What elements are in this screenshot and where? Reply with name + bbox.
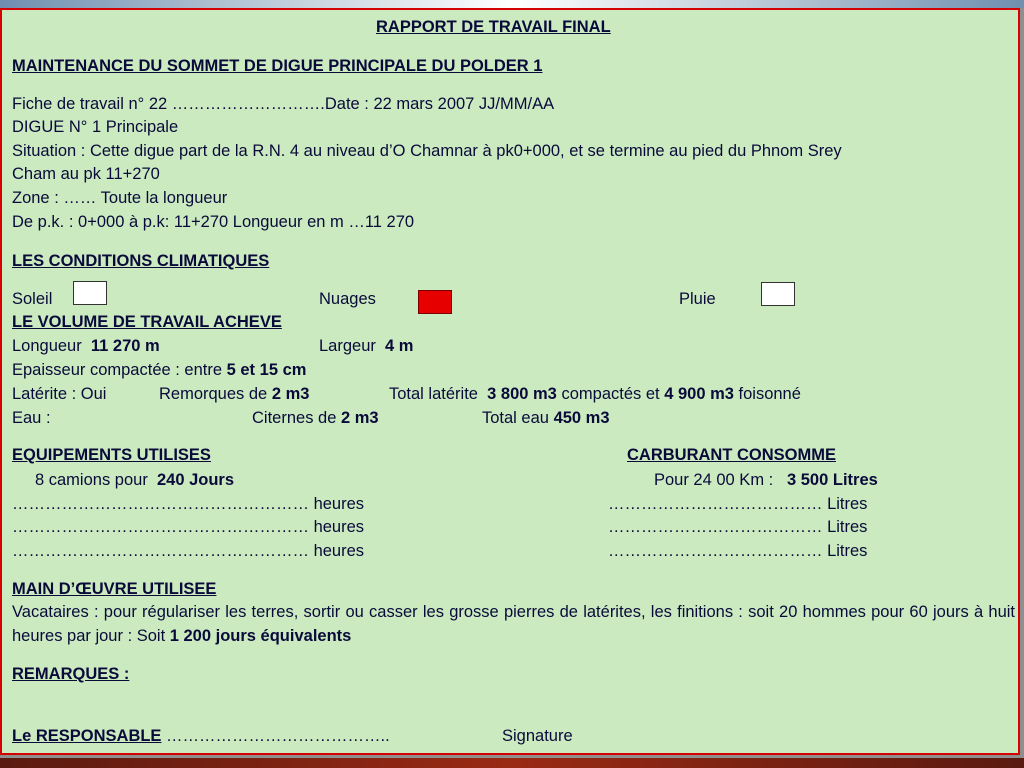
carburant-pour-value: 3 500 Litres [787,471,878,489]
nuages-label: Nuages [319,290,376,308]
responsable-row [12,727,390,746]
volume-heading: LE VOLUME DE TRAVAIL ACHEVE [12,313,282,331]
pluie-checkbox[interactable] [761,282,795,306]
nuages-checkbox[interactable] [418,290,452,314]
total-laterite-row [389,385,801,404]
total-eau-row [482,409,610,428]
total-laterite-value: 3 800 m3 [487,385,557,403]
main-oeuvre-total: 1 200 jours équivalents [169,627,352,645]
equipements-heading: EQUIPEMENTS UTILISES [12,446,211,464]
carburant-pour-row [654,471,878,490]
heures-line: ……………………………………………… heures [12,518,365,536]
longueur-label: Longueur [12,337,82,355]
citernes-row [252,409,379,428]
main-oeuvre-text [12,600,1015,648]
citernes-value: 2 m3 [340,409,379,427]
longueur-row [12,337,160,356]
situation-line-1: Situation : Cette digue part de la R.N. 4 au niveau d’O Chamnar à pk0+000, et se termine au pied du Phnom Srey [12,142,842,160]
longueur-value: 11 270 m [90,337,160,355]
heures-line: ……………………………………………… heures [12,542,365,560]
heures-line: ……………………………………………… heures [12,495,365,513]
carburant-pour-label: Pour 24 00 Km : [654,471,774,489]
foisonne-value: 4 900 m3 [664,385,734,403]
remorques-row [159,385,309,404]
camions-value: 240 Jours [156,471,235,489]
largeur-value: 4 m [385,337,414,355]
largeur-row [319,337,413,356]
compactes-label: compactés et [561,385,660,403]
camions-label: 8 camions pour [35,471,148,489]
report-title: RAPPORT DE TRAVAIL FINAL [376,18,611,36]
soleil-label: Soleil [12,290,53,308]
soleil-checkbox[interactable] [73,281,107,305]
citernes-label: Citernes de [252,409,337,427]
carburant-heading: CARBURANT CONSOMME [627,446,836,464]
camions-row [35,471,234,490]
total-eau-label: Total eau [482,409,549,427]
main-oeuvre-heading: MAIN D’ŒUVRE UTILISEE [12,580,217,598]
epaisseur-value: 5 et 15 cm [226,361,307,379]
zone-line: Zone : …… Toute la longueur [12,189,228,207]
litres-line: ………………………………… Litres [608,542,868,560]
remorques-label: Remorques de [159,385,268,403]
pk-line: De p.k. : 0+000 à p.k: 11+270 Longueur en m …11 270 [12,213,415,231]
bottom-gradient-bar [0,758,1024,768]
epaisseur-row [12,361,306,380]
remarques-heading: REMARQUES : [12,665,130,683]
total-eau-value: 450 m3 [553,409,610,427]
remorques-value: 2 m3 [271,385,310,403]
responsable-label: Le RESPONSABLE [12,727,162,745]
foisonne-label: foisonné [738,385,801,403]
report-form [0,8,1020,755]
report-subtitle: MAINTENANCE DU SOMMET DE DIGUE PRINCIPALE DU POLDER 1 [12,57,543,75]
responsable-dots: ………………………………….. [161,727,390,745]
top-gradient-bar [0,0,1024,8]
situation-line-2: Cham au pk 11+270 [12,165,160,183]
digue-line: DIGUE N° 1 Principale [12,118,179,136]
litres-line: ………………………………… Litres [608,518,868,536]
largeur-label: Largeur [319,337,376,355]
signature-label: Signature [502,727,573,745]
epaisseur-label: Epaisseur compactée : entre [12,361,223,379]
fiche-line: Fiche de travail n° 22 ……………………….Date : 22 mars 2007 JJ/MM/AA [12,95,555,113]
litres-line: ………………………………… Litres [608,495,868,513]
laterite-label: Latérite : Oui [12,385,107,403]
conditions-heading: LES CONDITIONS CLIMATIQUES [12,252,270,270]
total-laterite-label: Total latérite [389,385,478,403]
eau-label: Eau : [12,409,51,427]
pluie-label: Pluie [679,290,716,308]
main-oeuvre-description: Vacataires : pour régulariser les terres, sortir ou casser les grosse pierres de latérites, les finitions : soit 20 hommes pour 60 jours à huit heures par jour : Soit [12,603,1015,645]
